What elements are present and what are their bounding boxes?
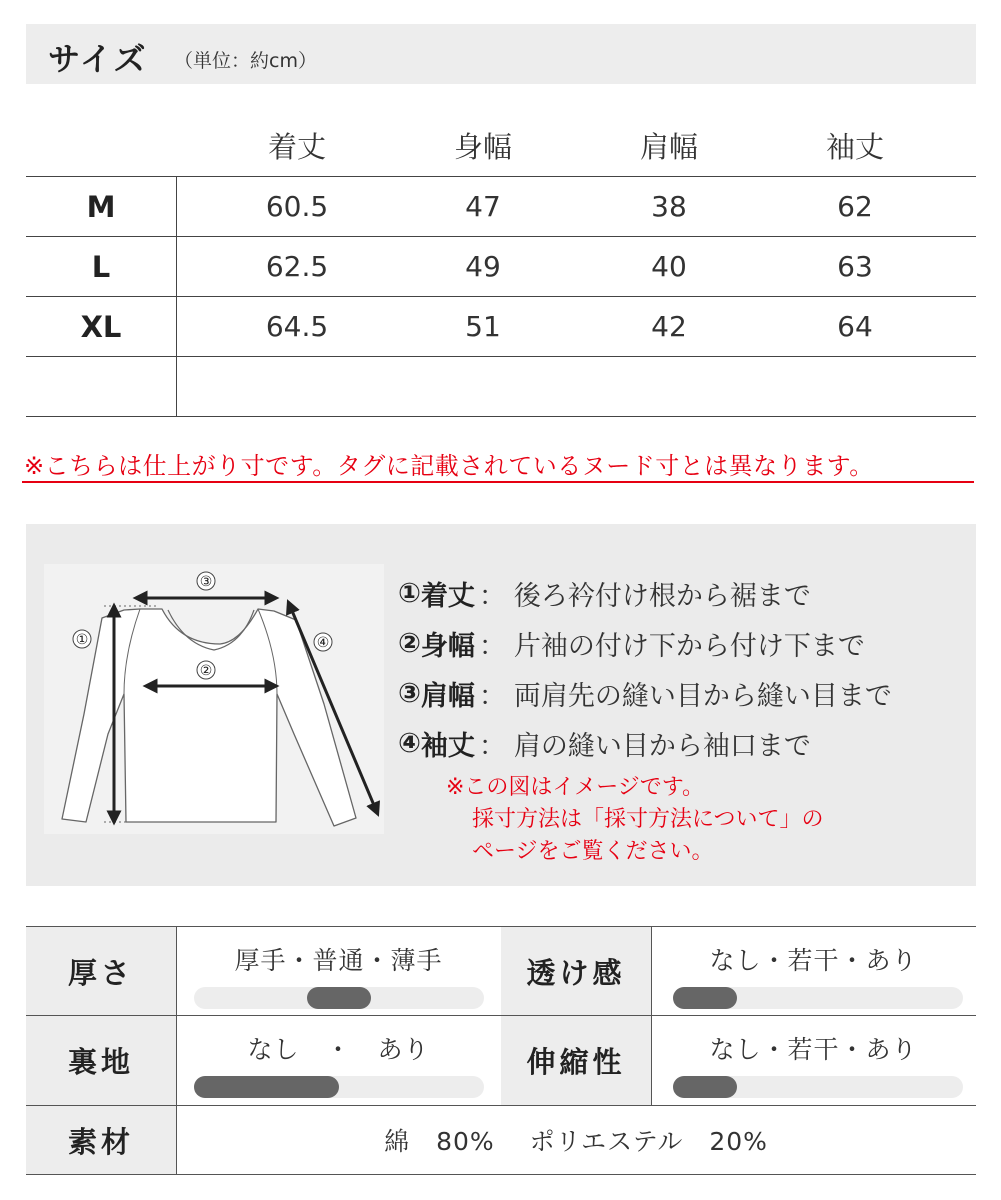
definition-number: ④ xyxy=(398,727,421,759)
definition-item xyxy=(398,618,892,668)
marker-2 xyxy=(197,661,215,679)
definition-item xyxy=(398,718,892,768)
marker-2-label: ② xyxy=(199,663,213,679)
definition-number: ② xyxy=(398,627,421,659)
marker-3 xyxy=(197,572,215,590)
definition-text: 後ろ衿付け根から裾まで xyxy=(513,580,811,612)
level-bar-fill xyxy=(307,987,371,1009)
diagram-note xyxy=(446,772,824,868)
material-composition: 綿 80% ポリエステル 20% xyxy=(384,1127,768,1156)
column-header: 着丈 xyxy=(267,129,326,164)
table-cell: 47 xyxy=(465,190,501,223)
attribute-label-thickness: 厚さ xyxy=(26,927,176,1015)
size-table xyxy=(26,116,976,417)
table-cell: 42 xyxy=(651,310,687,343)
definition-term: 袖丈 xyxy=(420,730,475,762)
shirt-diagram xyxy=(44,564,384,834)
finished-size-note: ※こちらは仕上がり寸です。タグに記載されているヌード寸とは異なります。 xyxy=(24,452,874,480)
definition-text: 肩の縫い目から袖口まで xyxy=(513,730,811,762)
definition-number: ① xyxy=(398,577,421,609)
attribute-row xyxy=(26,927,976,1016)
table-cell: 38 xyxy=(651,190,687,223)
definition-separator: ： xyxy=(478,580,506,612)
marker-4-label: ④ xyxy=(316,635,330,651)
marker-1-label: ① xyxy=(75,632,89,648)
attribute-options: なし・若干・あり xyxy=(709,946,918,975)
attribute-label-sheerness: 透け感 xyxy=(501,927,651,1015)
definition-text: 両肩先の縫い目から縫い目まで xyxy=(513,680,892,712)
definition-term: 身幅 xyxy=(420,630,475,662)
marker-4 xyxy=(314,633,332,651)
attribute-options: なし・若干・あり xyxy=(709,1035,918,1064)
table-cell: 49 xyxy=(465,250,501,283)
level-bar-track xyxy=(194,1076,484,1098)
table-cell: 62 xyxy=(837,190,873,223)
fabric-attributes xyxy=(26,926,976,1176)
column-header: 肩幅 xyxy=(639,129,698,164)
level-bar-track xyxy=(673,987,963,1009)
diagram-note-line: ページをご覧ください。 xyxy=(472,839,714,864)
definition-item xyxy=(398,568,892,618)
level-bar-track xyxy=(194,987,484,1009)
definition-term: 着丈 xyxy=(420,580,475,612)
note-underline xyxy=(22,481,974,483)
level-bar-fill xyxy=(194,1076,339,1098)
row-label: XL xyxy=(80,309,122,344)
table-cell: 63 xyxy=(837,250,873,283)
attribute-label-material: 素材 xyxy=(26,1106,176,1174)
definition-text: 片袖の付け下から付け下まで xyxy=(513,630,865,662)
definition-item xyxy=(398,668,892,718)
table-row xyxy=(26,297,976,357)
row-label: M xyxy=(86,189,116,224)
table-row xyxy=(26,237,976,297)
table-cell: 40 xyxy=(651,250,687,283)
attribute-label-stretch: 伸縮性 xyxy=(501,1016,651,1105)
row-label: L xyxy=(91,249,111,284)
attribute-options: 厚手・普通・薄手 xyxy=(234,946,443,975)
column-header: 身幅 xyxy=(453,129,512,164)
table-cell: 51 xyxy=(465,310,501,343)
definition-separator: ： xyxy=(478,630,506,662)
marker-3-label: ③ xyxy=(199,574,213,590)
diagram-note-line: ※この図はイメージです。 xyxy=(446,775,705,800)
attribute-options: なし ・ あり xyxy=(247,1035,430,1064)
table-cell: 60.5 xyxy=(265,190,329,223)
attribute-row xyxy=(26,1016,976,1106)
attribute-label-lining: 裏地 xyxy=(26,1016,176,1105)
definition-separator: ： xyxy=(478,680,506,712)
attribute-row xyxy=(26,1106,976,1175)
column-header: 袖丈 xyxy=(825,129,884,164)
attribute-value-stretch xyxy=(651,1016,976,1105)
diagram-note-line: 採寸方法は「採寸方法について」の xyxy=(472,807,824,832)
table-cell: 64 xyxy=(837,310,873,343)
unit-label: （単位：約cm） xyxy=(174,50,317,72)
measurement-guide xyxy=(26,524,976,886)
definition-number: ③ xyxy=(398,677,421,709)
level-bar-fill xyxy=(673,987,737,1009)
size-table-header xyxy=(26,116,976,177)
attribute-value-lining xyxy=(176,1016,501,1105)
column-divider xyxy=(176,177,177,416)
marker-1 xyxy=(73,630,91,648)
level-bar-track xyxy=(673,1076,963,1098)
attribute-value-sheerness xyxy=(651,927,976,1015)
measurement-definitions xyxy=(398,568,892,768)
shirt-outline xyxy=(62,609,356,826)
attribute-value-thickness xyxy=(176,927,501,1015)
table-cell: 64.5 xyxy=(265,310,329,343)
table-row xyxy=(26,177,976,237)
definition-separator: ： xyxy=(478,730,506,762)
table-row-empty xyxy=(26,357,976,417)
table-cell: 62.5 xyxy=(265,250,329,283)
level-bar-fill xyxy=(673,1076,737,1098)
page-title: サイズ xyxy=(48,40,148,78)
section-header xyxy=(26,24,976,84)
definition-term: 肩幅 xyxy=(420,680,475,712)
